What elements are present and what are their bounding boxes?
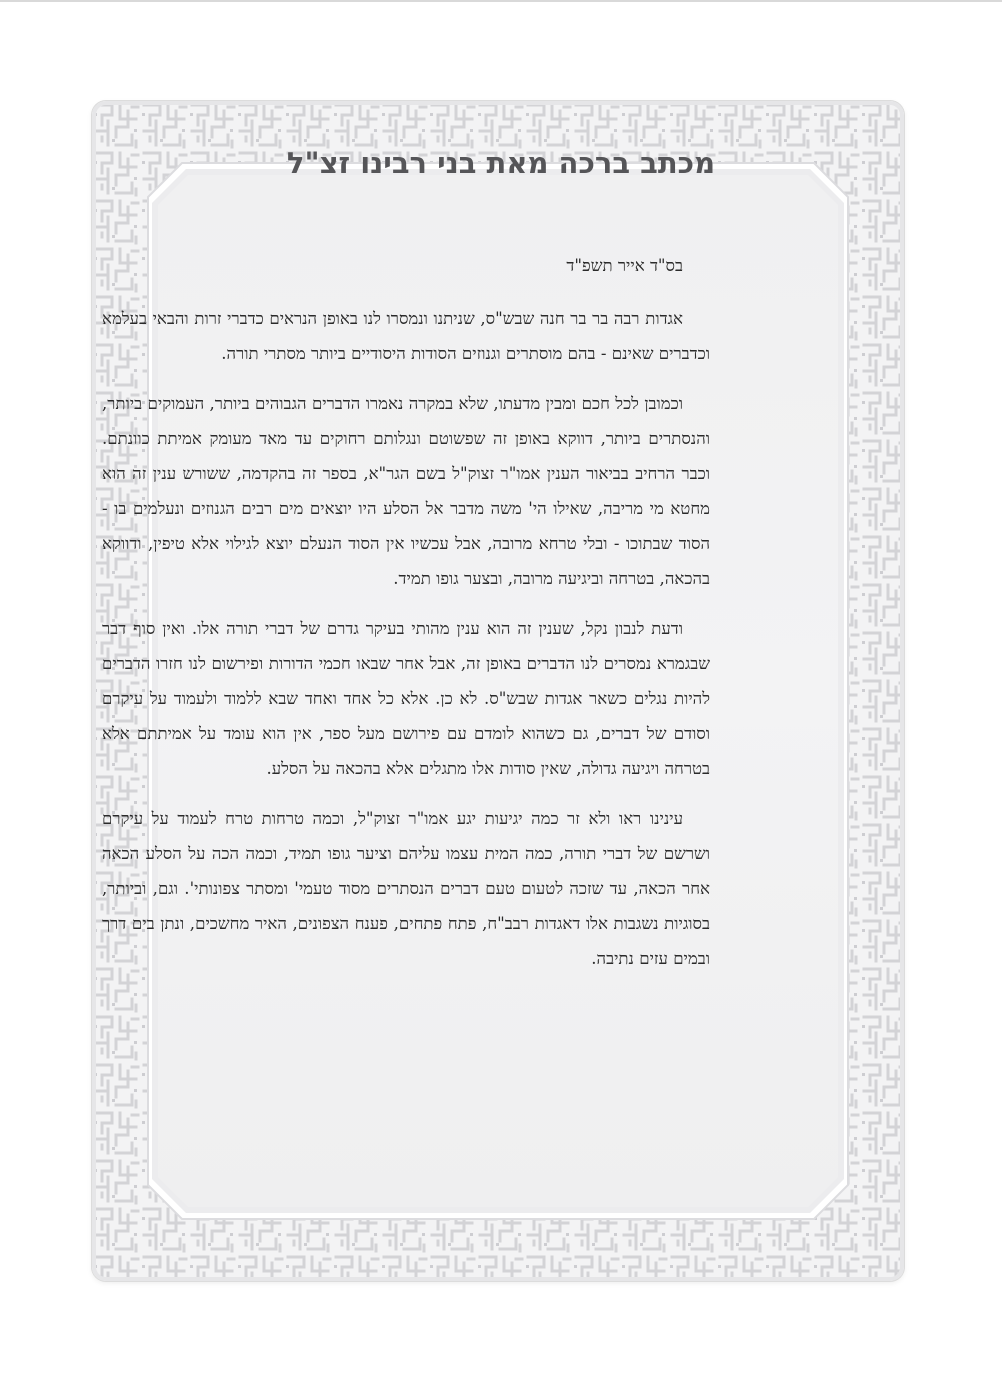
paragraph-4: עינינו ראו ולא זר כמה יגיעות יגע אמו"ר זצוק"ל, וכמה טרחות טרח לעמוד על עיקרם ושרשם של דברי תורה, כמה המית עצמו עליהם וציער גופו תמיד, וכמה הכה על הסלע הכאה אחר הכאה, עד שזכה לטעום טעם דברים הנסתרים מסוד טעמי' ומסתר צפונותי'. וגם, וביותר, בסוגיות נשגבות אלו דאגדות רבב"ח, פתח פתחים, פענח הצפונים, האיר מחשכים, ונתן בים דרך ובמים עזים נתיבה. — [102, 809, 710, 968]
paragraph-3: ודעת לנבון נקל, שענין זה הוא ענין מהותי בעיקר גדרם של דברי תורה אלו. ואין סוף דבר שבגמרא נמסרים לנו הדברים באופן זה, אבל אחר שבאו חכמי הדורות ופירשום לנו חזרו הדברים להיות נגלים כשאר אגדות שבש"ס. לא כן. אלא כל אחד ואחד שבא ללמוד ולעמוד על עיקרם וסודם של דברים, גם כשהוא לומדם עם פירושם מעל ספר, אין הוא עומד על אמיתתם אלא בטרחה ויגיעה גדולה, שאין סודות אלו מתגלים אלא בהכאה על הסלע. — [102, 619, 710, 778]
letter-date: בס"ד אייר תשפ"ד — [566, 256, 683, 275]
letter-body — [102, 248, 710, 991]
paragraph-1: אגדות רבה בר בר חנה שבש"ס, שניתנו ונמסרו לנו באופן הנראים כדברי זרות והבאי בעלמא וכדברים שאינם - בהם מוסתרים וגנוזים הסודות היסודיים ביותר מסתרי תורה. — [102, 309, 710, 363]
paragraph-2: וכמובן לכל חכם ומבין מדעתו, שלא במקרה נאמרו הדברים הגבוהים ביותר, העמוקים ביותר, והנסתרים ביותר, דווקא באופן זה שפשוטם ונגלותם רחוקים עד מאד מעומק אמיתת כוונתם. וכבר הרחיב בביאור הענין אמו"ר זצוק"ל בשם הגר"א, בספר זה בהקדמה, ששורש ענין זה הוא מחטא מי מריבה, שאילו הי' משה מדבר אל הסלע היו יוצאים מים רבים הגנוזים ונעלמים בו - הסוד שבתוכו - ובלי טרחא מרובה, אבל עכשיו אין הסוד הנעלם יוצא לגילוי אלא טיפין, ודווקא בהכאה, בטרחה וביגיעה מרובה, ובצער גופו תמיד. — [102, 394, 710, 588]
top-rule — [0, 0, 1002, 2]
letter-title: מכתב ברכה מאת בני רבינו זצ"ל — [286, 146, 716, 180]
